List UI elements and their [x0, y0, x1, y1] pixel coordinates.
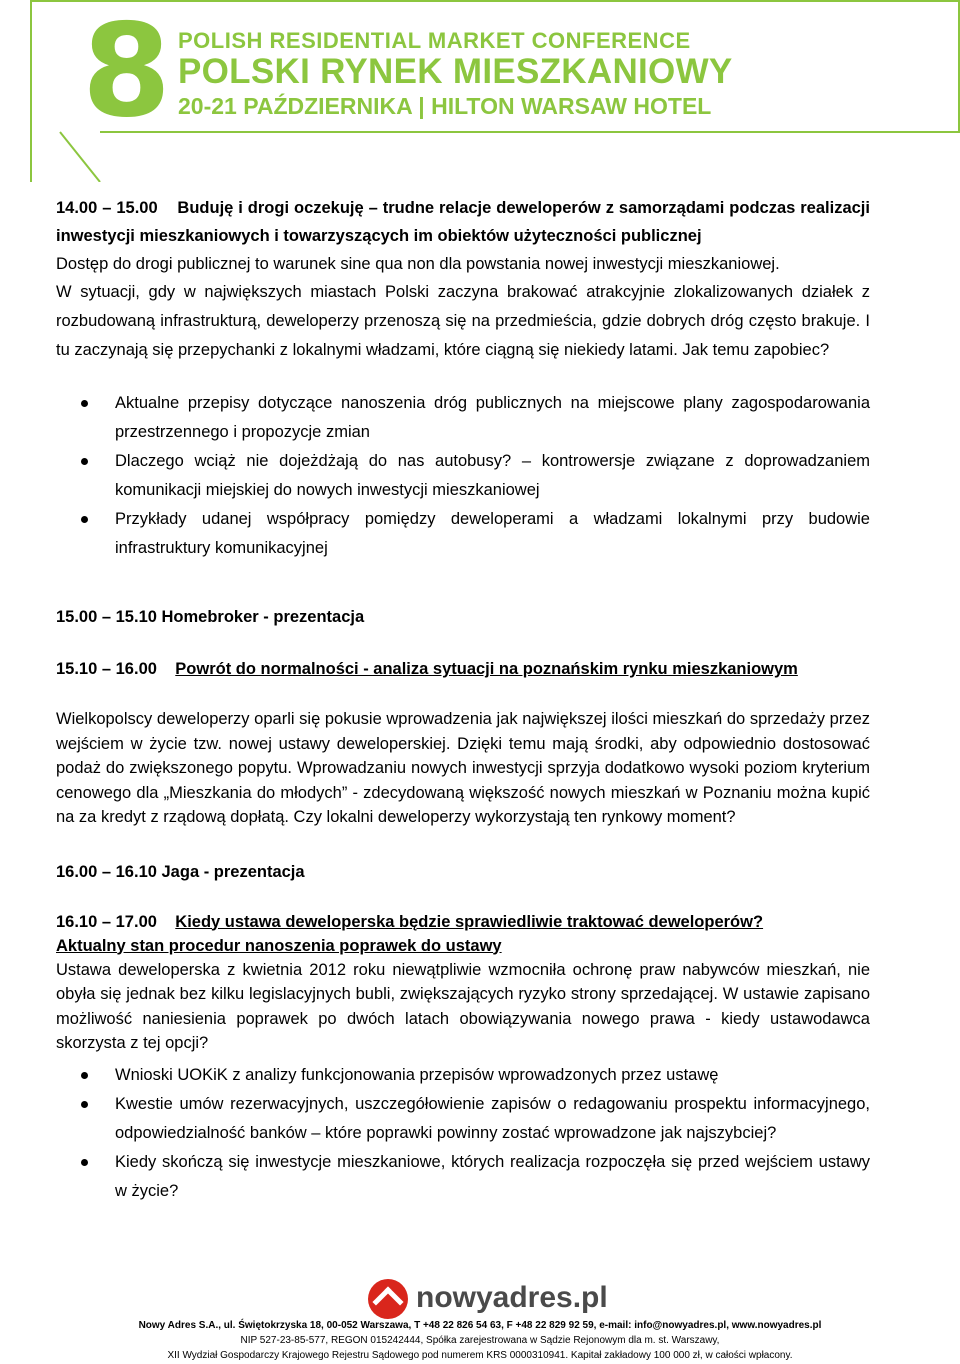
session-1-body-a: W sytuacji, gdy w największych miastach Polski zaczyna brakować atrakcyjnie zlokalizowanych działek z rozbudowaną infrastrukturą, deweloperzy przenoszą się na przedmieścia, gdzie dobrych dróg często brakuje. — [56, 283, 870, 330]
footer-line-registration: NIP 527-23-85-577, REGON 015242444, Spółka zarejestrowana w Sądzie Rejonowym dla m. st. Warszawy, — [240, 1335, 720, 1346]
agenda-content — [56, 194, 870, 1206]
session-3-body — [56, 707, 870, 830]
banner-line-english: POLISH RESIDENTIAL MARKET CONFERENCE — [178, 28, 691, 53]
bullet-icon — [81, 458, 88, 465]
session-5-title: Kiedy ustawa deweloperska będzie sprawiedliwie traktować deweloperów? — [175, 912, 764, 931]
session-1-title: Buduję i drogi oczekuję – trudne relacje deweloperów z samorządami podczas realizacji inwestycji mieszkaniowych i towarzyszących im obiektów użyteczności publicznej — [56, 199, 870, 245]
logo-text: nowyadres.pl — [416, 1281, 608, 1314]
nowyadres-logo — [368, 1277, 608, 1317]
session-5-body: Ustawa deweloperska z kwietnia 2012 roku niewątpliwie wzmocniła ochronę praw nabywców mieszkań, nie obyła się jednak bez kilku legislacyjnych bubli, zwiększających ryzyko strony sprzedającej. W ustawie zapisano możliwość naniesienia poprawek po dwóch latach obowiązywania nowego prawa - kiedy ustawodawca skorzysta z tej opcji? — [56, 960, 870, 1052]
bullet-icon — [81, 1072, 88, 1079]
session-1-bullet-list — [56, 389, 870, 563]
list-item: Aktualne przepisy dotyczące nanoszenia dróg publicznych na miejscowe plany zagospodarowania przestrzennego i propozycje zmian — [56, 389, 870, 447]
session-2-heading: 15.00 – 15.10 Homebroker - prezentacja — [56, 608, 365, 626]
session-3-title: Powrót do normalności - analiza sytuacji na poznańskim rynku mieszkaniowym — [175, 660, 798, 678]
company-footer — [0, 1318, 960, 1363]
banner-line-polish: POLSKI RYNEK MIESZKANIOWY — [178, 52, 733, 91]
list-item: Wnioski UOKiK z analizy funkcjonowania przepisów wprowadzonych przez ustawę — [56, 1061, 870, 1090]
conference-number: 8 — [82, 0, 172, 146]
bullet-icon — [81, 400, 88, 407]
bullet-icon — [81, 1101, 88, 1108]
bullet-icon — [81, 516, 88, 523]
footer-line-address: Nowy Adres S.A., ul. Świętokrzyska 18, 00-052 Warszawa, T +48 22 826 54 63, F +48 22 829 92 59, e-mail: info@nowyadres.pl, www.nowyadres.pl — [138, 1320, 822, 1331]
session-5-heading — [56, 910, 870, 934]
list-item: Kwestie umów rezerwacyjnych, uszczegółowienie zapisów o redagowaniu prospektu informacyjnego, odpowiedzialność banków – które poprawki powinny zostać wprowadzone jak najszybciej? — [56, 1090, 870, 1148]
session-1-time: 14.00 – 15.00 — [56, 199, 158, 217]
session-5-time: 16.10 – 17.00 — [56, 912, 157, 931]
house-icon — [368, 1279, 408, 1319]
session-1-subtitle: Dostęp do drogi publicznej to warunek sine qua non dla powstania nowej inwestycji mieszkaniowej. — [56, 255, 780, 273]
session-1-body — [56, 278, 870, 365]
session-3-body-b: Dzięki temu mają środki, aby odpowiednio dostosować podaż do zwiększonego popytu. Wprowadzaniu nowych inwestycji sprzyja dodatkowo wysoki poziom kryterium cenowego dla „Mieszkania do młodych” - zdecydowaną większość nowych mieszkań w Poznaniu można kupić na za kredyt z rządową dopłatą. Czy lokalni deweloperzy wykorzystają ten rynkowy moment? — [56, 734, 870, 826]
footer-line-capital: XII Wydział Gospodarczy Krajowego Rejestru Sądowego pod numerem KRS 0000310941. Kapitał zakładowy 100 000 zł, w całości wpłacony. — [167, 1350, 793, 1361]
conference-banner — [30, 0, 960, 182]
bullet-icon — [81, 1159, 88, 1166]
session-4-heading: 16.00 – 16.10 Jaga - prezentacja — [56, 862, 305, 881]
list-item: Przykłady udanej współpracy pomiędzy deweloperami a władzami lokalnymi przy budowie infrastruktury komunikacyjnej — [56, 505, 870, 563]
session-5-subtitle: Aktualny stan procedur nanoszenia poprawek do ustawy — [56, 936, 502, 955]
session-3-heading — [56, 655, 870, 683]
list-item: Dlaczego wciąż nie dojeżdżają do nas autobusy? – kontrowersje związane z doprowadzaniem komunikacji miejskiej do nowych inwestycji mieszkaniowej — [56, 447, 870, 505]
session-1-heading — [56, 194, 870, 250]
session-5-bullet-list — [56, 1061, 870, 1206]
banner-line-date-venue: 20-21 PAŹDZIERNIKA | HILTON WARSAW HOTEL — [178, 93, 712, 119]
session-3-time: 15.10 – 16.00 — [56, 660, 157, 678]
session-1-body-b: I tu zaczynają się przepychanki z lokalnymi władzami, które ciągną się niekiedy latami. Jak temu zapobiec? — [56, 312, 871, 359]
list-item: Kiedy skończą się inwestycje mieszkaniowe, których realizacja rozpoczęła się przed wejściem ustawy w życie? — [56, 1148, 870, 1206]
session-3-body-a: Wielkopolscy deweloperzy oparli się pokusie wprowadzenia jak największej ilości mieszkań do sprzedaży przez wejściem w życie tzw. nowej ustawy deweloperskiej. — [56, 710, 870, 753]
